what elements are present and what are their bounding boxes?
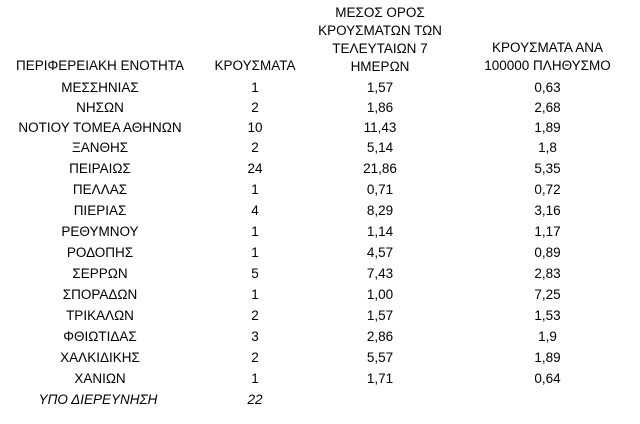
cell-per100k: 1,89 [534,350,561,365]
table-row [0,369,640,389]
cell-avg7: 2,86 [366,329,394,344]
footer-cases: 22 [247,392,263,407]
cell-per100k: 1,89 [534,120,561,135]
cell-cases: 1 [251,182,259,197]
cell-cases: 3 [251,329,259,344]
cell-avg7: 21,86 [363,161,397,176]
cell-cases: 2 [251,308,259,323]
header-cases-per-100k [455,39,640,75]
header-avg-line: ΗΜΕΡΩΝ [350,59,410,74]
table-row [0,348,640,368]
table-row [0,222,640,242]
cell-region: ΣΠΟΡΑΔΩΝ [62,287,138,302]
table-row [0,264,640,284]
cell-per100k: 0,72 [534,182,561,197]
table-row [0,201,640,221]
cell-avg7: 1,71 [366,371,394,386]
footer-label: ΥΠΟ ΔΙΕΡΕΥΝΗΣΗ [38,392,158,407]
header-avg-line: ΚΡΟΥΣΜΑΤΩΝ ΤΩΝ [318,23,442,38]
table-row [0,285,640,305]
cell-avg7: 5,14 [366,140,394,155]
cell-region: ΡΟΔΟΠΗΣ [66,245,134,260]
table-row [0,98,640,118]
header-avg-line: ΤΕΛΕΥΤΑΙΩΝ 7 [332,41,428,56]
cell-avg7: 8,29 [366,203,394,218]
cell-avg7: 1,00 [366,287,394,302]
cell-cases: 1 [251,371,259,386]
cell-per100k: 3,16 [534,203,561,218]
header-avg-line: ΜΕΣΟΣ ΟΡΟΣ [335,5,425,20]
cell-avg7: 4,57 [366,245,394,260]
cell-cases: 2 [251,100,259,115]
cell-cases: 5 [251,266,259,281]
table-row [0,306,640,326]
cell-region: ΧΑΛΚΙΔΙΚΗΣ [60,350,140,365]
table-row [0,327,640,347]
cell-cases: 4 [251,203,259,218]
cell-cases: 1 [251,245,259,260]
cell-region: ΣΕΡΡΩΝ [72,266,128,281]
cell-per100k: 0,89 [534,245,561,260]
header-region: ΠΕΡΙΦΕΡΕΙΑΚΗ ΕΝΟΤΗΤΑ [15,58,185,73]
cell-per100k: 1,9 [538,329,557,344]
table-row [0,159,640,179]
cell-cases: 1 [251,224,259,239]
table-row [0,138,640,158]
cell-per100k: 2,68 [534,100,561,115]
cell-cases: 24 [247,161,263,176]
cell-region: ΜΕΣΣΗΝΙΑΣ [61,80,139,95]
cell-avg7: 7,43 [366,266,394,281]
cell-per100k: 1,8 [538,140,557,155]
cell-avg7: 1,86 [366,100,394,115]
cell-region: ΠΙΕΡΙΑΣ [73,203,127,218]
cell-per100k: 1,17 [534,224,561,239]
cell-avg7: 0,71 [366,182,394,197]
cell-region: ΦΘΙΩΤΙΔΑΣ [63,329,137,344]
cell-avg7: 1,14 [366,224,394,239]
cell-region: ΡΕΘΥΜΝΟΥ [61,224,139,239]
table-row [0,243,640,263]
cell-per100k: 0,63 [534,80,561,95]
cell-avg7: 1,57 [366,308,394,323]
table-row [0,118,640,138]
cell-per100k: 1,53 [534,308,561,323]
cell-per100k: 0,64 [534,371,561,386]
table-row [0,78,640,98]
cell-cases: 1 [251,287,259,302]
header-cases: ΚΡΟΥΣΜΑΤΑ [214,58,296,73]
footer-row-under-investigation [0,390,640,410]
cell-region: ΠΕΛΛΑΣ [72,182,128,197]
cell-region: ΧΑΝΙΩΝ [74,371,126,386]
cell-region: ΞΑΝΘΗΣ [71,140,129,155]
cell-cases: 10 [247,120,263,135]
cell-region: ΝΗΣΩΝ [76,100,124,115]
cell-cases: 2 [251,140,259,155]
cell-per100k: 5,35 [534,161,561,176]
cell-region: ΝΟΤΙΟΥ ΤΟΜΕΑ ΑΘΗΝΩΝ [18,120,182,135]
cell-per100k: 2,83 [534,266,561,281]
cell-avg7: 11,43 [363,120,397,135]
cell-avg7: 5,57 [366,350,394,365]
header-per-line: 100000 ΠΛΗΘΥΣΜΟ [484,58,611,73]
cell-avg7: 1,57 [366,80,394,95]
header-avg-7-days [310,4,450,76]
header-per-line: ΚΡΟΥΣΜΑΤΑ ΑΝΑ [492,40,603,55]
cell-region: ΤΡΙΚΑΛΩΝ [66,308,134,323]
cell-region: ΠΕΙΡΑΙΩΣ [69,161,131,176]
cell-cases: 1 [251,80,259,95]
cell-per100k: 7,25 [534,287,561,302]
cell-cases: 2 [251,350,259,365]
table-row [0,180,640,200]
